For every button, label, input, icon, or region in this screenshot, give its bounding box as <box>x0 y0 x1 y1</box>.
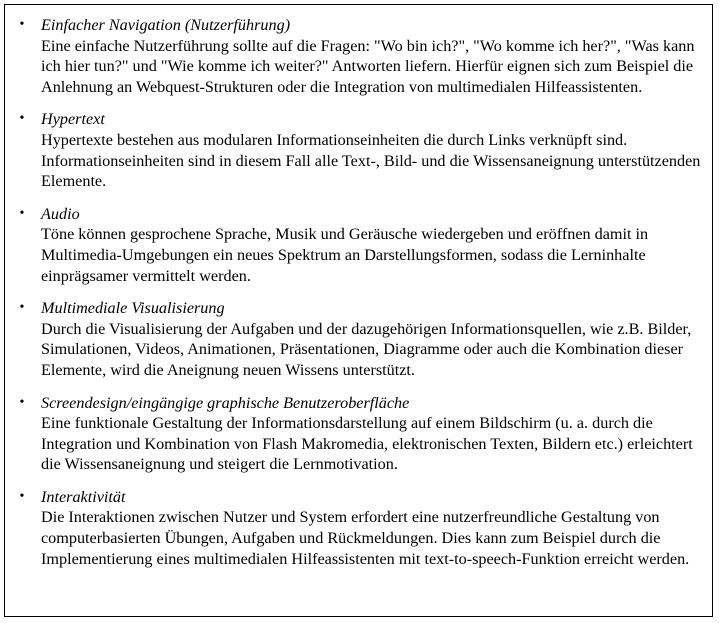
bullet-icon: • <box>19 17 25 32</box>
bullet-icon: • <box>19 488 25 504</box>
item-text: Hypertexte bestehen aus modularen Informationseinheiten die durch Links verknüpft sind. Informationseinheiten sind in diesem Fall alle Text-, Bild- und die Wissensaneignung unterstützenden Elemente. <box>41 130 701 191</box>
item-title: Multimediale Visualisierung <box>41 299 225 318</box>
list-item-audio <box>5 204 714 286</box>
item-title: Screendesign/eingängige graphische Benutzeroberfläche <box>41 393 410 412</box>
document-frame <box>4 4 713 617</box>
bullet-icon: • <box>19 300 25 316</box>
list-item-interactivity <box>5 487 714 569</box>
item-text: Eine funktionale Gestaltung der Informationsdarstellung auf einem Bildschirm (u. a. durch die Integration und Kombination von Flash Makromedia, elektronischen Texten, Bildern etc.) erleichtert die Wissensaneignung und steigert die Lernmotivation. <box>41 414 693 474</box>
list-item-navigation <box>5 15 714 97</box>
item-text: Die Interaktionen zwischen Nutzer und System erfordert eine nutzerfreundliche Gestaltung von computerbasierten Übungen, Aufgaben und Rückmeldungen. Dies kann zum Beispiel durch die Implementierung eines multimedialen Hilfeassistenten mit text-to-speech-Funktion erreicht werden. <box>41 508 690 568</box>
item-title: Interaktivität <box>41 487 126 506</box>
feature-list <box>5 15 714 581</box>
item-title: Hypertext <box>41 110 105 129</box>
item-text: Töne können gesprochene Sprache, Musik und Geräusche wiedergeben und eröffnen damit in Multimedia-Umgebungen ein neues Spektrum an Darstellungsformen, sodass die Lerninhalte einprägsamer vermittelt werden. <box>41 225 649 285</box>
item-title: Audio <box>41 204 80 223</box>
bullet-icon: • <box>19 111 25 127</box>
item-text: Durch die Visualisierung der Aufgaben und der dazugehörigen Informationsquellen, wie z.B. Bilder, Simulationen, Videos, Animationen, Präsentationen, Diagramme oder auch die Kombination dieser Elemente, wird die Aneignung neuen Wissens unterstützt. <box>41 319 692 379</box>
bullet-icon: • <box>19 394 25 410</box>
item-title: Einfacher Navigation (Nutzerführung) <box>41 16 291 34</box>
item-text: Eine einfache Nutzerführung sollte auf die Fragen: "Wo bin ich?", "Wo komme ich her?", "Was kann ich hier tun?" und "Wie komme ich weiter?" Antworten liefern. Hierfür eignen sich zum Beispiel die Anlehnung an Webquest-Strukturen oder die Integration von multimedialen Hilfeassistenten. <box>41 36 695 96</box>
list-item-visualisation <box>5 298 714 380</box>
list-item-screendesign <box>5 393 714 475</box>
bullet-icon: • <box>19 205 25 221</box>
list-item-hypertext <box>5 109 714 191</box>
